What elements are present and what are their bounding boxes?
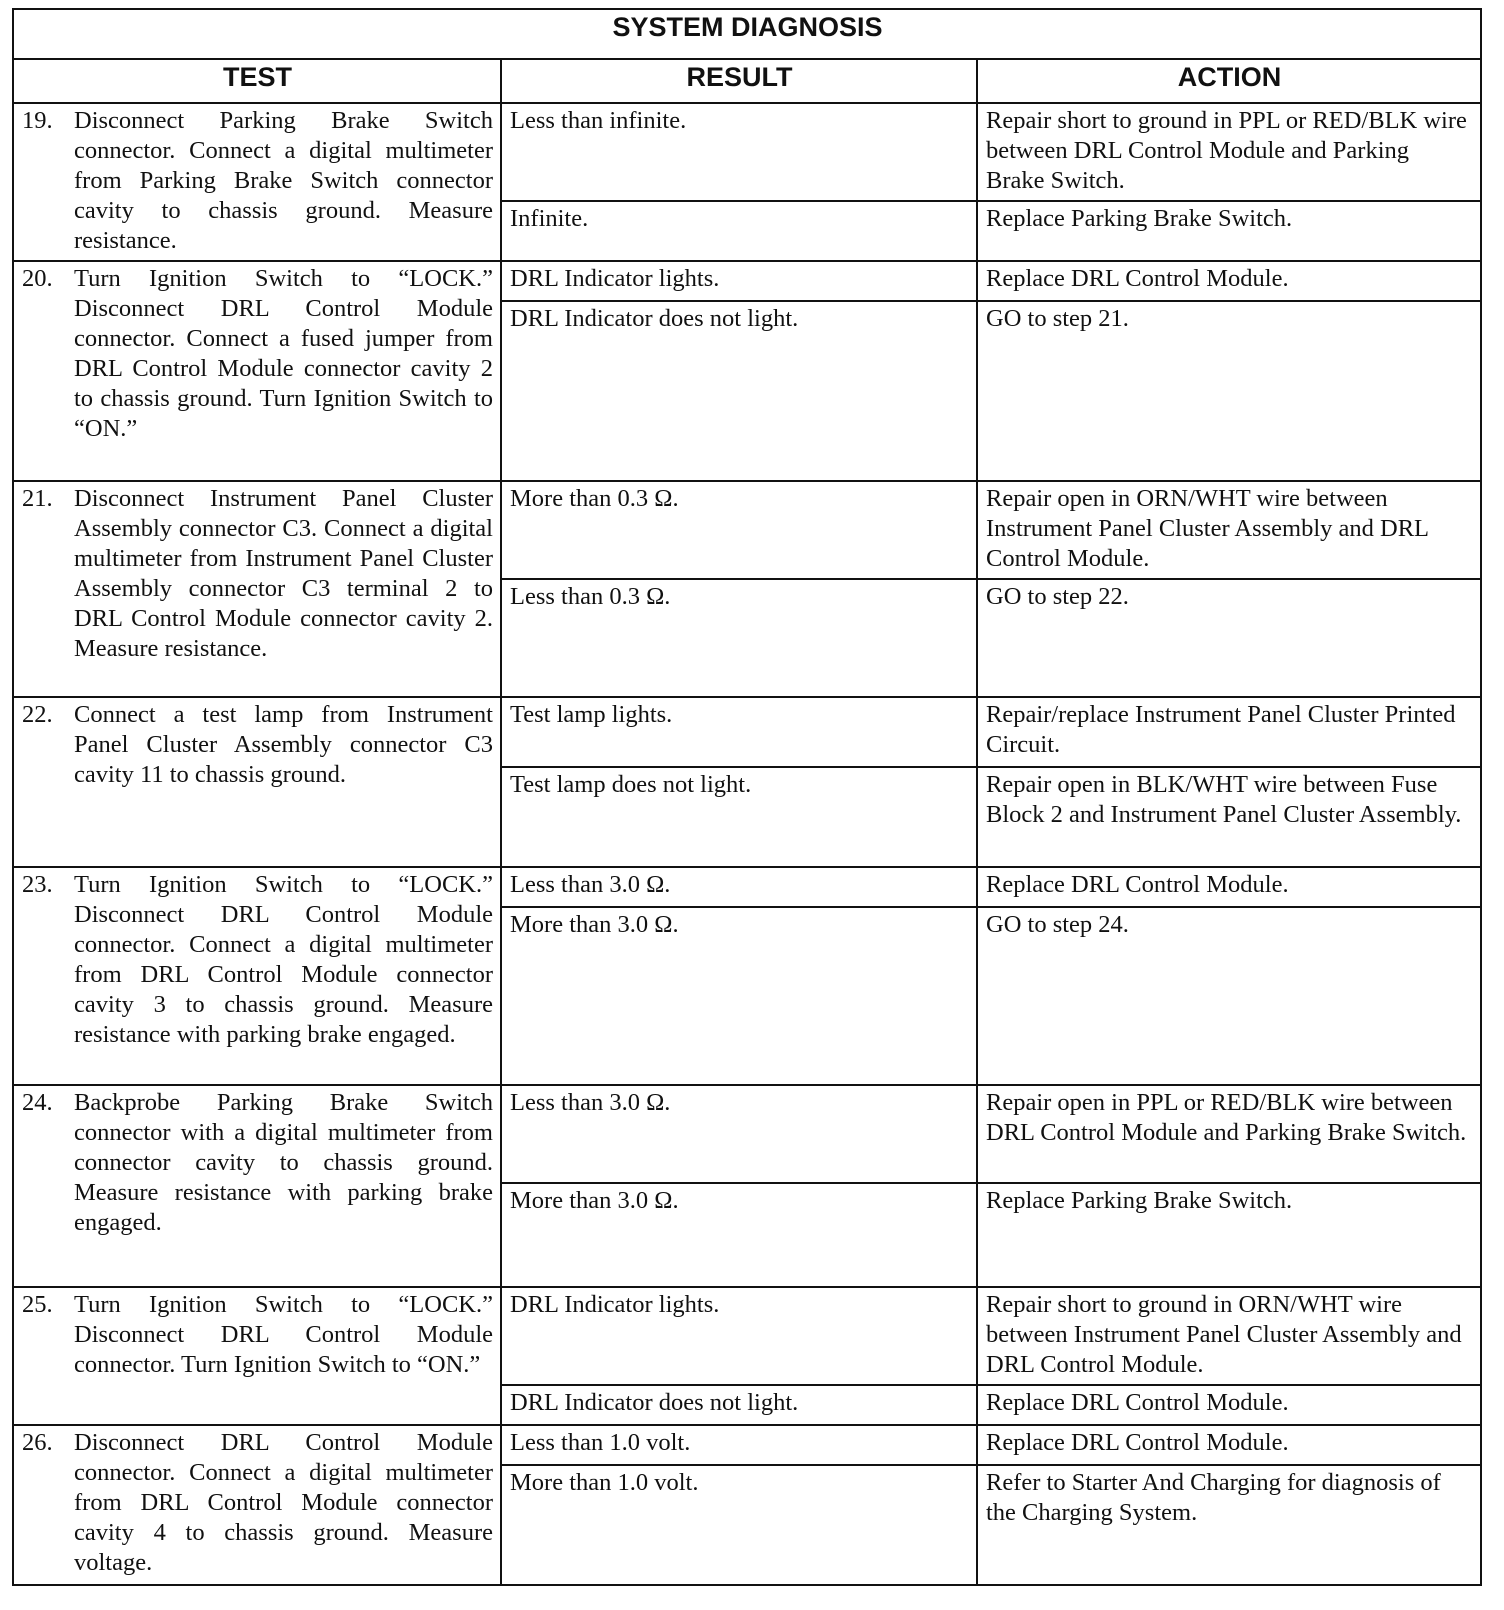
action-cell: Repair open in BLK/WHT wire between Fuse Block 2 and Instrument Panel Cluster Assembly. (977, 767, 1481, 867)
test-instruction: Turn Ignition Switch to “LOCK.” Disconnect DRL Control Module connector. Turn Ignition Switch to “ON.” (74, 1291, 493, 1378)
step-number: 25. (22, 1291, 53, 1318)
test-cell (13, 261, 501, 481)
result-cell: Less than infinite. (501, 103, 977, 201)
test-cell (13, 481, 501, 697)
action-cell: Refer to Starter And Charging for diagnosis of the Charging System. (977, 1465, 1481, 1585)
action-cell: Repair short to ground in PPL or RED/BLK wire between DRL Control Module and Parking Brake Switch. (977, 103, 1481, 201)
diagnosis-sheet (12, 8, 1480, 1586)
table-row (13, 1085, 1481, 1183)
result-cell: Less than 0.3 Ω. (501, 579, 977, 697)
result-cell: DRL Indicator lights. (501, 1287, 977, 1385)
step-number: 20. (22, 265, 53, 292)
test-cell (13, 103, 501, 261)
test-instruction: Disconnect DRL Control Module connector. Connect a digital multimeter from DRL Control Module connector cavity 4 to chassis ground. Measure voltage. (74, 1429, 493, 1576)
action-cell: Replace Parking Brake Switch. (977, 1183, 1481, 1287)
step-number: 19. (22, 107, 53, 134)
action-cell: Repair short to ground in ORN/WHT wire between Instrument Panel Cluster Assembly and DRL Control Module. (977, 1287, 1481, 1385)
system-diagnosis-table (12, 8, 1482, 1586)
result-cell: Test lamp lights. (501, 697, 977, 767)
result-cell: DRL Indicator does not light. (501, 301, 977, 481)
result-cell: Infinite. (501, 201, 977, 261)
step-number: 26. (22, 1429, 53, 1456)
table-row (13, 481, 1481, 579)
action-cell: Replace DRL Control Module. (977, 261, 1481, 301)
table-row (13, 1287, 1481, 1385)
table-row (13, 867, 1481, 907)
test-instruction: Connect a test lamp from Instrument Panel Cluster Assembly connector C3 cavity 11 to chassis ground. (74, 701, 493, 788)
action-cell: Repair open in PPL or RED/BLK wire between DRL Control Module and Parking Brake Switch. (977, 1085, 1481, 1183)
test-instruction: Turn Ignition Switch to “LOCK.” Disconnect DRL Control Module connector. Connect a digital multimeter from DRL Control Module connector cavity 3 to chassis ground. Measure resistance with parking brake engaged. (74, 871, 493, 1048)
table-title: SYSTEM DIAGNOSIS (13, 9, 1481, 59)
result-cell: More than 3.0 Ω. (501, 907, 977, 1085)
step-number: 21. (22, 485, 53, 512)
step-number: 24. (22, 1089, 53, 1116)
result-cell: Less than 3.0 Ω. (501, 1085, 977, 1183)
result-cell: DRL Indicator lights. (501, 261, 977, 301)
test-cell (13, 1085, 501, 1287)
column-header-action: ACTION (977, 59, 1481, 103)
action-cell: GO to step 24. (977, 907, 1481, 1085)
column-header-test: TEST (13, 59, 501, 103)
table-row (13, 261, 1481, 301)
action-cell: Repair open in ORN/WHT wire between Instrument Panel Cluster Assembly and DRL Control Module. (977, 481, 1481, 579)
action-cell: Replace Parking Brake Switch. (977, 201, 1481, 261)
action-cell: Replace DRL Control Module. (977, 1385, 1481, 1425)
result-cell: Less than 3.0 Ω. (501, 867, 977, 907)
table-row (13, 697, 1481, 767)
test-instruction: Disconnect Instrument Panel Cluster Assembly connector C3. Connect a digital multimeter from Instrument Panel Cluster Assembly connector C3 terminal 2 to DRL Control Module connector cavity 2. Measure resistance. (74, 485, 493, 662)
result-cell: More than 0.3 Ω. (501, 481, 977, 579)
action-cell: Repair/replace Instrument Panel Cluster Printed Circuit. (977, 697, 1481, 767)
table-row (13, 1425, 1481, 1465)
action-cell: GO to step 22. (977, 579, 1481, 697)
action-cell: Replace DRL Control Module. (977, 867, 1481, 907)
action-cell: GO to step 21. (977, 301, 1481, 481)
test-instruction: Turn Ignition Switch to “LOCK.” Disconnect DRL Control Module connector. Connect a fused jumper from DRL Control Module connector cavity 2 to chassis ground. Turn Ignition Switch to “ON.” (74, 265, 493, 442)
column-header-result: RESULT (501, 59, 977, 103)
step-number: 23. (22, 871, 53, 898)
result-cell: Test lamp does not light. (501, 767, 977, 867)
diagnosis-steps (13, 103, 1481, 1585)
table-row (13, 103, 1481, 201)
step-number: 22. (22, 701, 53, 728)
result-cell: More than 3.0 Ω. (501, 1183, 977, 1287)
test-cell (13, 1287, 501, 1425)
action-cell: Replace DRL Control Module. (977, 1425, 1481, 1465)
test-instruction: Disconnect Parking Brake Switch connector. Connect a digital multimeter from Parking Brake Switch connector cavity to chassis ground. Measure resistance. (74, 107, 493, 254)
test-cell (13, 1425, 501, 1585)
test-instruction: Backprobe Parking Brake Switch connector with a digital multimeter from connector cavity to chassis ground. Measure resistance with parking brake engaged. (74, 1089, 493, 1236)
result-cell: Less than 1.0 volt. (501, 1425, 977, 1465)
result-cell: DRL Indicator does not light. (501, 1385, 977, 1425)
test-cell (13, 697, 501, 867)
result-cell: More than 1.0 volt. (501, 1465, 977, 1585)
test-cell (13, 867, 501, 1085)
